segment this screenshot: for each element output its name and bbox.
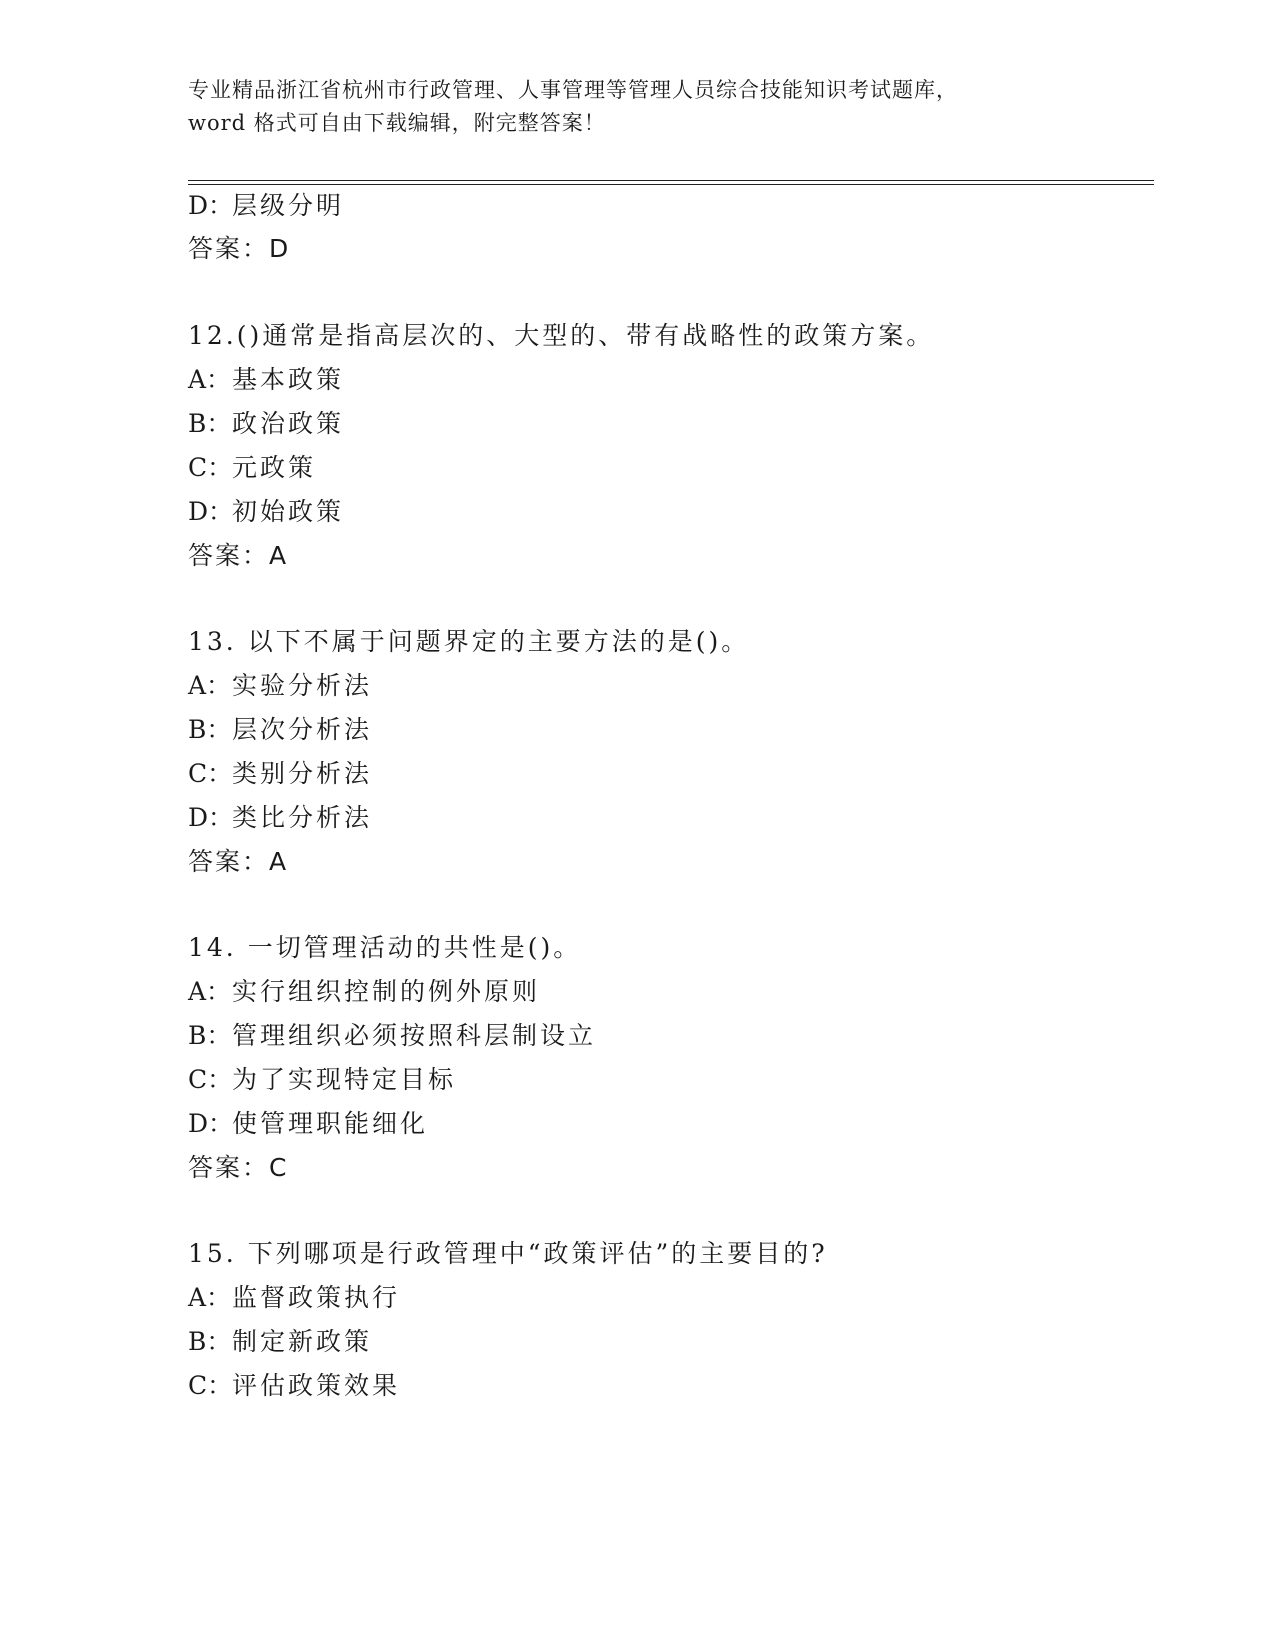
header-divider-bottom xyxy=(188,184,1154,185)
option-key: C： xyxy=(188,1065,233,1094)
answer-line: 答案：D xyxy=(188,234,291,263)
option-text: 实行组织控制的例外原则 xyxy=(232,977,541,1006)
header-line-1: 专业精品浙江省杭州市行政管理、人事管理等管理人员综合技能知识考试题库， xyxy=(188,78,958,102)
option-d xyxy=(188,496,344,528)
option-text: 管理组织必须按照科层制设立 xyxy=(232,1021,597,1050)
option-key: D： xyxy=(188,803,234,832)
option-b xyxy=(188,1326,372,1358)
option-key: B： xyxy=(188,1327,232,1356)
option-c xyxy=(188,1370,400,1402)
option-a xyxy=(188,670,372,702)
option-text: 初始政策 xyxy=(232,497,345,526)
option-text: 为了实现特定目标 xyxy=(232,1065,457,1094)
option-c xyxy=(188,1064,456,1096)
option-key: B： xyxy=(188,409,232,438)
option-text: 类别分析法 xyxy=(232,759,373,788)
option-text: 层级分明 xyxy=(232,191,345,220)
option-a xyxy=(188,364,344,396)
option-text: 元政策 xyxy=(232,453,317,482)
option-key: B： xyxy=(188,1021,232,1050)
option-c xyxy=(188,758,372,790)
option-text: 监督政策执行 xyxy=(232,1283,401,1312)
option-text: 制定新政策 xyxy=(232,1327,373,1356)
option-d xyxy=(188,802,372,834)
option-a xyxy=(188,976,540,1008)
option-text: 基本政策 xyxy=(232,365,345,394)
option-key: C： xyxy=(188,453,233,482)
option-b xyxy=(188,1020,596,1052)
answer-line: 答案：A xyxy=(188,541,289,570)
option-a xyxy=(188,1282,400,1314)
header-divider-top xyxy=(188,180,1154,181)
option-text: 类比分析法 xyxy=(232,803,373,832)
option-d xyxy=(188,1108,428,1140)
option-text: 实验分析法 xyxy=(232,671,373,700)
option-key: D： xyxy=(188,1109,234,1138)
option-key: A： xyxy=(188,977,232,1006)
option-key: C： xyxy=(188,759,233,788)
question-stem: 15. 下列哪项是行政管理中“政策评估”的主要目的? xyxy=(188,1239,828,1268)
option-b xyxy=(188,714,372,746)
question-stem: 12.()通常是指高层次的、大型的、带有战略性的政策方案。 xyxy=(188,321,935,350)
header-line-2: word 格式可自由下载编辑，附完整答案！ xyxy=(188,111,606,135)
option-key: D： xyxy=(188,191,234,220)
option-text: 评估政策效果 xyxy=(232,1371,401,1400)
question-stem: 13. 以下不属于问题界定的主要方法的是()。 xyxy=(188,627,750,656)
answer-line: 答案：C xyxy=(188,1153,289,1182)
option-text: 使管理职能细化 xyxy=(232,1109,429,1138)
question-stem: 14. 一切管理活动的共性是()。 xyxy=(188,933,582,962)
option-key: A： xyxy=(188,1283,232,1312)
document-header xyxy=(188,74,1148,140)
option-c xyxy=(188,452,316,484)
option-key: C： xyxy=(188,1371,233,1400)
option-d xyxy=(188,190,344,222)
answer-line: 答案：A xyxy=(188,847,289,876)
option-key: A： xyxy=(188,671,232,700)
option-b xyxy=(188,408,344,440)
option-text: 政治政策 xyxy=(232,409,345,438)
option-key: A： xyxy=(188,365,232,394)
option-text: 层次分析法 xyxy=(232,715,373,744)
option-key: B： xyxy=(188,715,232,744)
option-key: D： xyxy=(188,497,234,526)
